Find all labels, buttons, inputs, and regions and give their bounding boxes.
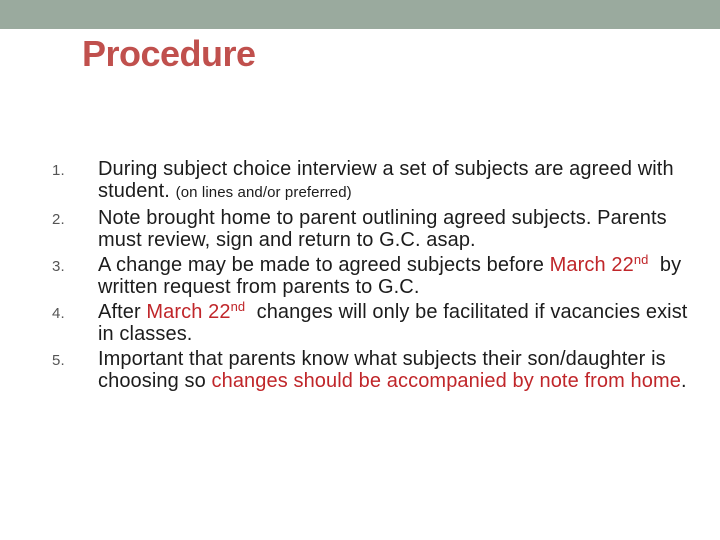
date-suffix: nd (633, 252, 649, 267)
item-number: 5. (52, 352, 65, 369)
item-text-post: changes will only be facilitated if vacancies exist in classes. (98, 301, 688, 345)
date-text: March 22 (146, 301, 231, 323)
item-text (98, 254, 698, 298)
item-number: 1. (52, 162, 65, 179)
item-text-post: by written request from parents to G.C. (98, 254, 682, 298)
date-suffix: nd (230, 299, 246, 314)
date-text: March 22 (549, 254, 634, 276)
item-number: 4. (52, 305, 65, 322)
item-main-text: During subject choice interview a set of subjects are agreed with student. (98, 158, 674, 202)
item-text-pre: After (98, 301, 141, 323)
item-note-text: (on lines and/or preferred) (175, 184, 352, 201)
item-text (98, 301, 698, 345)
highlighted-date (550, 254, 649, 276)
list-item-2 (0, 207, 720, 251)
highlighted-date (146, 301, 245, 323)
item-number: 3. (52, 258, 65, 275)
list-item-4 (0, 301, 720, 345)
list-item-3 (0, 254, 720, 298)
item-text-pre: A change may be made to agreed subjects before (98, 254, 544, 276)
item-text (98, 348, 698, 392)
slide-title: Procedure (82, 33, 256, 74)
item-text-post: . (680, 370, 687, 392)
item-text: Note brought home to parent outlining agreed subjects. Parents must review, sign and return to G.C. asap. (98, 207, 667, 251)
item-text (98, 158, 698, 204)
item-text-pre: Important that parents know what subjects their son/daughter is choosing so (98, 348, 666, 392)
procedure-list (0, 158, 720, 395)
top-accent-bar (0, 0, 720, 29)
list-item-5 (0, 348, 720, 392)
highlighted-text: changes should be accompanied by note from home (211, 370, 681, 392)
list-item-1 (0, 158, 720, 204)
item-number: 2. (52, 211, 65, 228)
